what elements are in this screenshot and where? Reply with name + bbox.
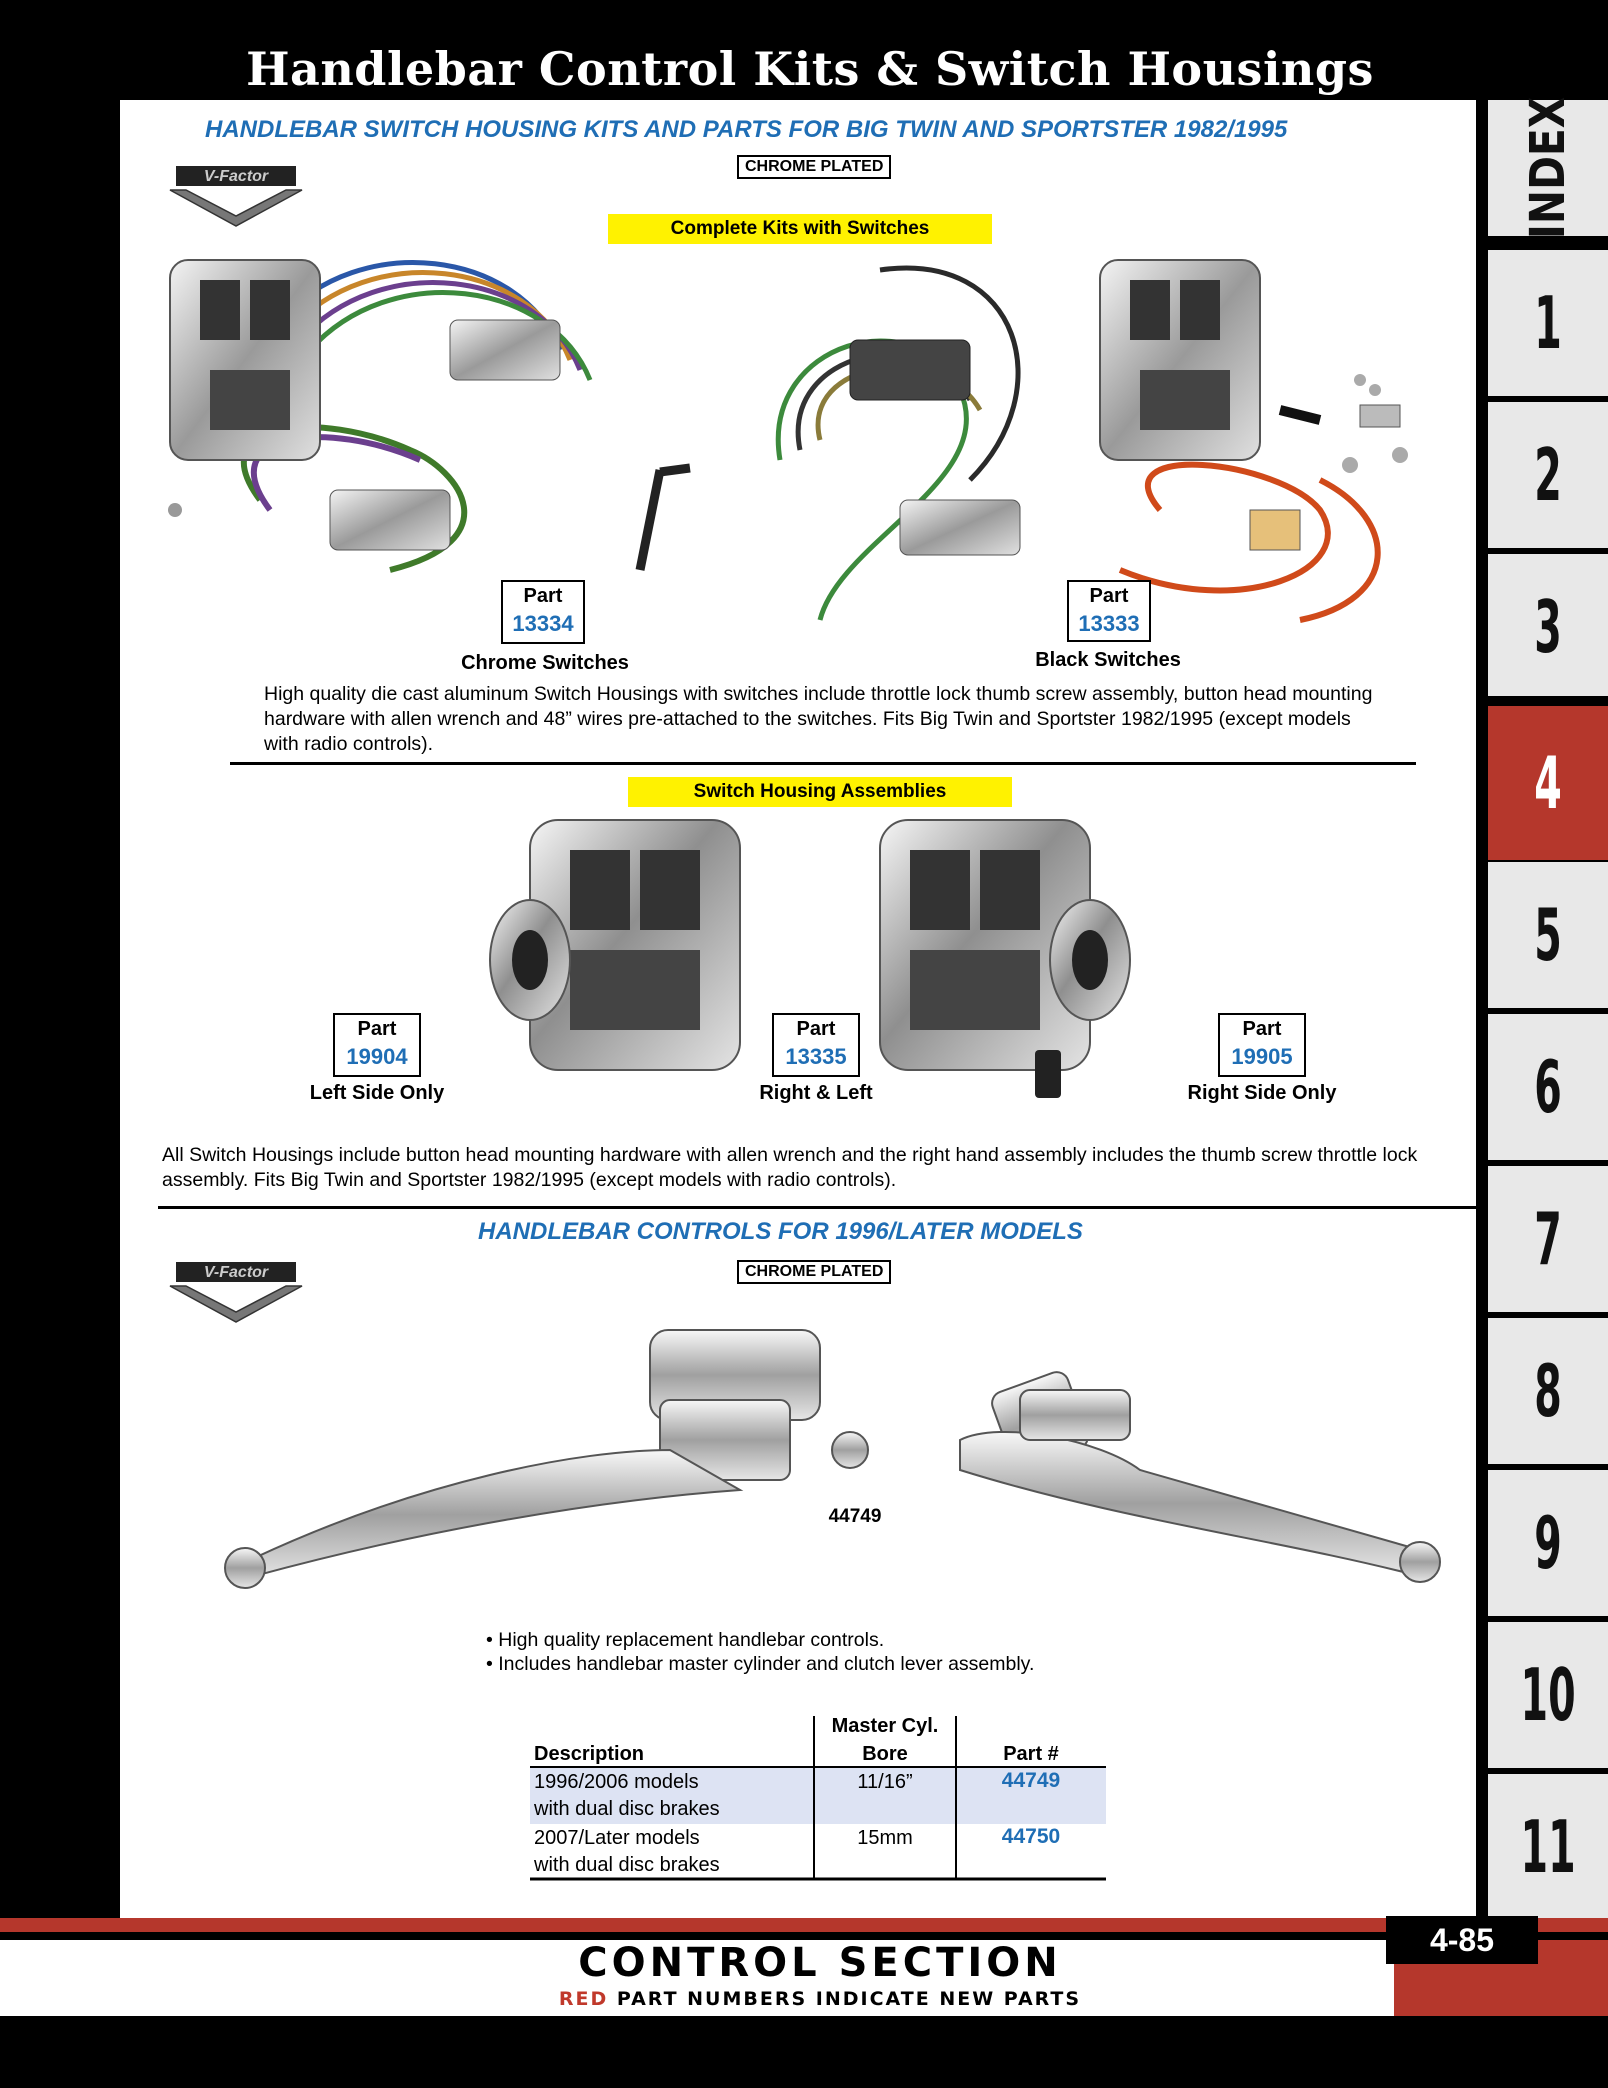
tab-8[interactable]: 8: [1488, 1318, 1608, 1464]
tab-7[interactable]: 7: [1488, 1166, 1608, 1312]
part-number-13334[interactable]: 13334: [512, 611, 574, 636]
tab-6[interactable]: 6: [1488, 1014, 1608, 1160]
section-title-switch-housings: HANDLEBAR SWITCH HOUSING KITS AND PARTS FOR BIG TWIN AND SPORTSTER 1982/1995: [205, 116, 1288, 143]
tab-10[interactable]: 10: [1488, 1622, 1608, 1768]
bullet-2: • Includes handlebar master cylinder and clutch lever assembly.: [486, 1653, 1035, 1675]
footer-black-line: [0, 1932, 1608, 1940]
row1-desc-line2: with dual disc brakes: [534, 1798, 720, 1820]
assemblies-description: All Switch Housings include button head mounting hardware with allen wrench and the right hand assembly includes the thumb screw throttle lock assembly. Fits Big Twin and Sportster 1982/1995 (except models with radio controls).: [162, 1144, 1418, 1191]
th-part: Part #: [1003, 1743, 1059, 1765]
svg-text:V-Factor: V-Factor: [203, 168, 269, 185]
caption-right-and-left: Right & Left: [759, 1082, 873, 1104]
tab-1[interactable]: 1: [1488, 250, 1608, 396]
footer-subtitle: RED PART NUMBERS INDICATE NEW PARTS: [558, 1988, 1082, 2010]
page-number: 4-85: [1386, 1916, 1538, 1964]
footer-red-line: [0, 1918, 1608, 1932]
row2-bore: 15mm: [857, 1827, 913, 1849]
part-box-19904: Part 19904: [333, 1013, 421, 1077]
caption-right-side-only: Right Side Only: [1187, 1082, 1337, 1104]
handlebar-controls-image: [220, 1300, 1460, 1610]
page-title: Handlebar Control Kits & Switch Housings: [246, 42, 1374, 96]
th-bore-line2: Bore: [862, 1743, 908, 1765]
tab-4-active[interactable]: 4: [1488, 696, 1608, 860]
row2-part-44750[interactable]: 44750: [1001, 1825, 1061, 1848]
th-bore-line1: Master Cyl.: [831, 1715, 939, 1737]
part-number-19904[interactable]: 19904: [346, 1044, 408, 1069]
row2-desc-line1: 2007/Later models: [534, 1827, 700, 1849]
divider-2: [158, 1206, 1478, 1209]
tab-index[interactable]: INDEX: [1488, 100, 1608, 236]
th-description: Description: [534, 1743, 645, 1765]
banner-switch-housing-assemblies: Switch Housing Assemblies: [628, 777, 1012, 807]
finish-badge-chrome: CHROME PLATED: [737, 155, 891, 179]
section-title-1996-later: HANDLEBAR CONTROLS FOR 1996/LATER MODELS: [478, 1218, 1083, 1245]
v-factor-logo: [168, 160, 304, 232]
tab-9[interactable]: 9: [1488, 1470, 1608, 1616]
tab-3[interactable]: 3: [1488, 554, 1608, 700]
footer-bottom-bar: [0, 2016, 1608, 2088]
part-box-13333: Part 13333: [1067, 580, 1151, 642]
tab-5[interactable]: 5: [1488, 862, 1608, 1008]
chrome-switch-kit-image: [160, 240, 720, 600]
caption-left-side-only: Left Side Only: [309, 1082, 445, 1104]
tab-11[interactable]: 11: [1488, 1774, 1608, 1920]
row2-desc-line2: with dual disc brakes: [534, 1854, 720, 1876]
kits-description: High quality die cast aluminum Switch Housings with switches include throttle lock thumb screw assembly, button head mounting hardware with allen wrench and 48” wires pre-attached to the switches. Fits Big Twin and Sportster 1982/1995 (except models with radio controls).: [264, 683, 1373, 755]
bullet-1: • High quality replacement handlebar controls.: [486, 1629, 885, 1651]
part-number-19905[interactable]: 19905: [1231, 1044, 1293, 1069]
caption-black-switches: Black Switches: [1035, 649, 1181, 671]
banner-complete-kits: Complete Kits with Switches: [608, 214, 992, 244]
part-number-13333[interactable]: 13333: [1078, 611, 1140, 636]
caption-chrome-switches: Chrome Switches: [461, 652, 629, 674]
part-box-13334: Part 13334: [501, 580, 585, 644]
left-margin-strip: [0, 100, 120, 1920]
tab-2[interactable]: 2: [1488, 402, 1608, 548]
divider-1: [230, 762, 1416, 765]
footer-section-title: CONTROL SECTION: [578, 1940, 1062, 1986]
row1-desc-line1: 1996/2006 models: [534, 1771, 699, 1793]
part-box-19905: Part 19905: [1218, 1013, 1306, 1077]
row1-part-44749[interactable]: 44749: [1001, 1769, 1061, 1792]
image-label-44749: 44749: [828, 1506, 882, 1527]
row1-bore: 11/16”: [857, 1771, 913, 1793]
part-box-13335: Part 13335: [772, 1013, 860, 1077]
svg-text:V-Factor: V-Factor: [203, 1264, 269, 1281]
finish-badge-chrome-2: CHROME PLATED: [737, 1260, 891, 1284]
part-number-13335[interactable]: 13335: [785, 1044, 847, 1069]
